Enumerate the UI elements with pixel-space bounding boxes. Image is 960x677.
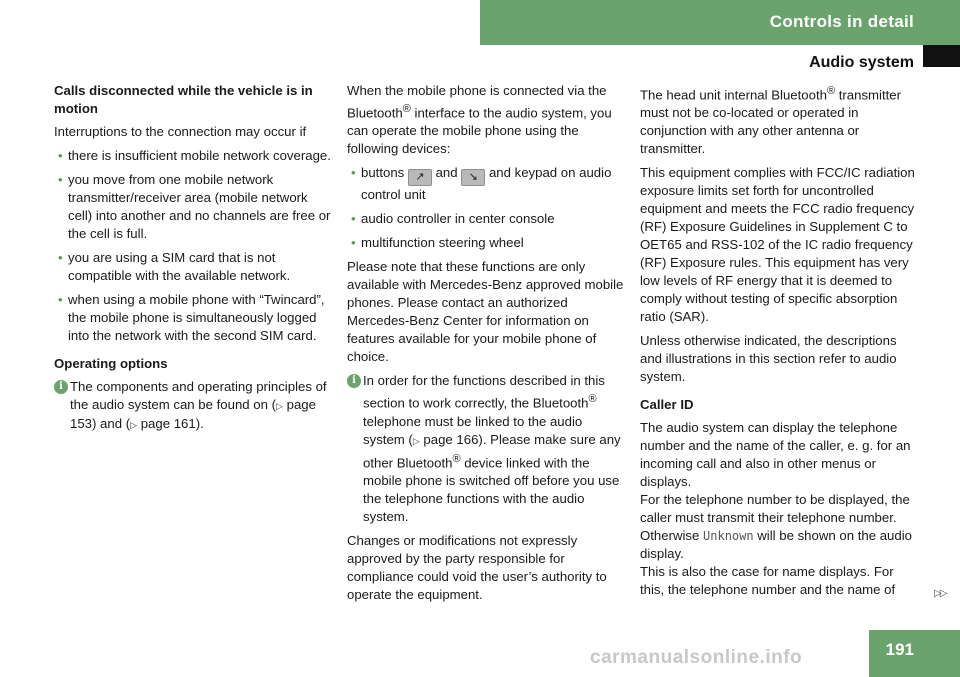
info-icon: i bbox=[347, 374, 361, 388]
call-end-button-icon: ↘ bbox=[461, 169, 485, 186]
page-number: 191 bbox=[885, 640, 914, 659]
bullet-icon: • bbox=[58, 148, 63, 163]
list-item: • buttons ↗ and ↘ and keypad on audio control unit bbox=[351, 165, 612, 203]
list-item: • audio controller in center console bbox=[351, 211, 555, 227]
column-3 bbox=[640, 82, 917, 599]
page-ref-triangle-icon: ▷ bbox=[130, 420, 138, 430]
paragraph: Interruptions to the connection may occur if bbox=[54, 124, 307, 139]
call-accept-button-icon: ↗ bbox=[408, 169, 432, 186]
page-ref-triangle-icon: ▷ bbox=[412, 435, 420, 446]
list-item: • you are using a SIM card that is not compatible with the available network. bbox=[58, 250, 291, 283]
column-2 bbox=[347, 82, 624, 610]
page-ref-triangle-icon: ▷ bbox=[276, 401, 283, 411]
bullet-icon: • bbox=[351, 211, 356, 227]
info-note: i The components and operating principles of the audio system can be found on (▷ page 153) and (▷ page 161). bbox=[54, 378, 331, 434]
paragraph: Changes or modifications not expressly approved by the party responsible for compliance could void the user’s authority to operate the equipment. bbox=[347, 533, 607, 603]
heading-calls-disconnected: Calls disconnected while the vehicle is in motion bbox=[54, 83, 313, 116]
bullet-icon: • bbox=[58, 292, 63, 307]
info-icon: i bbox=[54, 380, 68, 394]
subsection-title: Audio system bbox=[809, 54, 914, 71]
heading-caller-id: Caller ID bbox=[640, 397, 694, 413]
section-title: Controls in detail bbox=[769, 12, 914, 31]
paragraph: Please note that these functions are only available with Mercedes-Benz approved mobile phones. Please contact an authorized Mercedes-Benz Center for information on features available for your mobile phone of choice. bbox=[347, 259, 624, 365]
registered-mark: ® bbox=[588, 393, 597, 406]
bullet-icon: • bbox=[351, 165, 356, 181]
list-item: • you move from one mobile network transmitter/receiver area (mobile network cell) into another and no channels are free or the cell is full. bbox=[58, 172, 331, 241]
paragraph: The head unit internal Bluetooth® transmitter must not be co-located or operated in conjunction with any other antenna or transmitter. bbox=[640, 85, 902, 157]
list-item: • there is insufficient mobile network coverage. bbox=[58, 148, 331, 163]
bullet-icon: • bbox=[58, 172, 63, 187]
paragraph: When the mobile phone is connected via the Bluetooth® interface to the audio system, you can operate the mobile phone using the following devices: bbox=[347, 83, 612, 157]
bullet-icon: • bbox=[351, 235, 356, 251]
watermark: carmanualsonline.info bbox=[590, 647, 803, 668]
registered-mark: ® bbox=[826, 85, 836, 97]
header-black-tab bbox=[923, 45, 960, 67]
heading-operating-options: Operating options bbox=[54, 356, 168, 371]
continue-arrows-icon: ▷▷ bbox=[934, 588, 946, 599]
list-item: • multifunction steering wheel bbox=[351, 235, 524, 251]
bullet-icon: • bbox=[58, 250, 63, 265]
list-item: • when using a mobile phone with “Twincard”, the mobile phone is simultaneously logged into the network with the second SIM card. bbox=[58, 292, 325, 343]
paragraph: This is also the case for name displays. For this, the telephone number and the name of bbox=[640, 564, 896, 598]
paragraph: This equipment complies with FCC/IC radiation exposure limits set forth for uncontrolled equipment and meets the FCC radio frequency (RF) Exposure Guidelines in Supplement C to OET65 and RSS-102 of the IC radio frequency (RF) Exposure rules. This equipment has very low levels of RF energy that it is deemed to comply without testing of specific absorption ratio (SAR). bbox=[640, 165, 915, 325]
registered-mark: ® bbox=[402, 103, 411, 115]
page-number-bar bbox=[869, 630, 960, 677]
display-text-unknown: Unknown bbox=[703, 529, 754, 544]
paragraph: For the telephone number to be displayed, the caller must transmit their telephone number. Otherwise Unknown will be shown on the audio display. bbox=[640, 492, 912, 562]
registered-mark: ® bbox=[452, 452, 461, 465]
paragraph: The audio system can display the telephone number and the name of the caller, e. g. for an incoming call and also in other menus or displays. bbox=[640, 420, 911, 490]
column-1 bbox=[54, 82, 331, 440]
paragraph: Unless otherwise indicated, the descriptions and illustrations in this section refer to audio system. bbox=[640, 333, 897, 385]
info-note: i In order for the functions described in this section to work correctly, the Bluetooth® telephone must be linked to the audio system (▷ page 166). Please make sure any other Bluetooth® device linked with the mobile phone is switched off before you use the telephone functions with the audio system. bbox=[347, 372, 624, 526]
